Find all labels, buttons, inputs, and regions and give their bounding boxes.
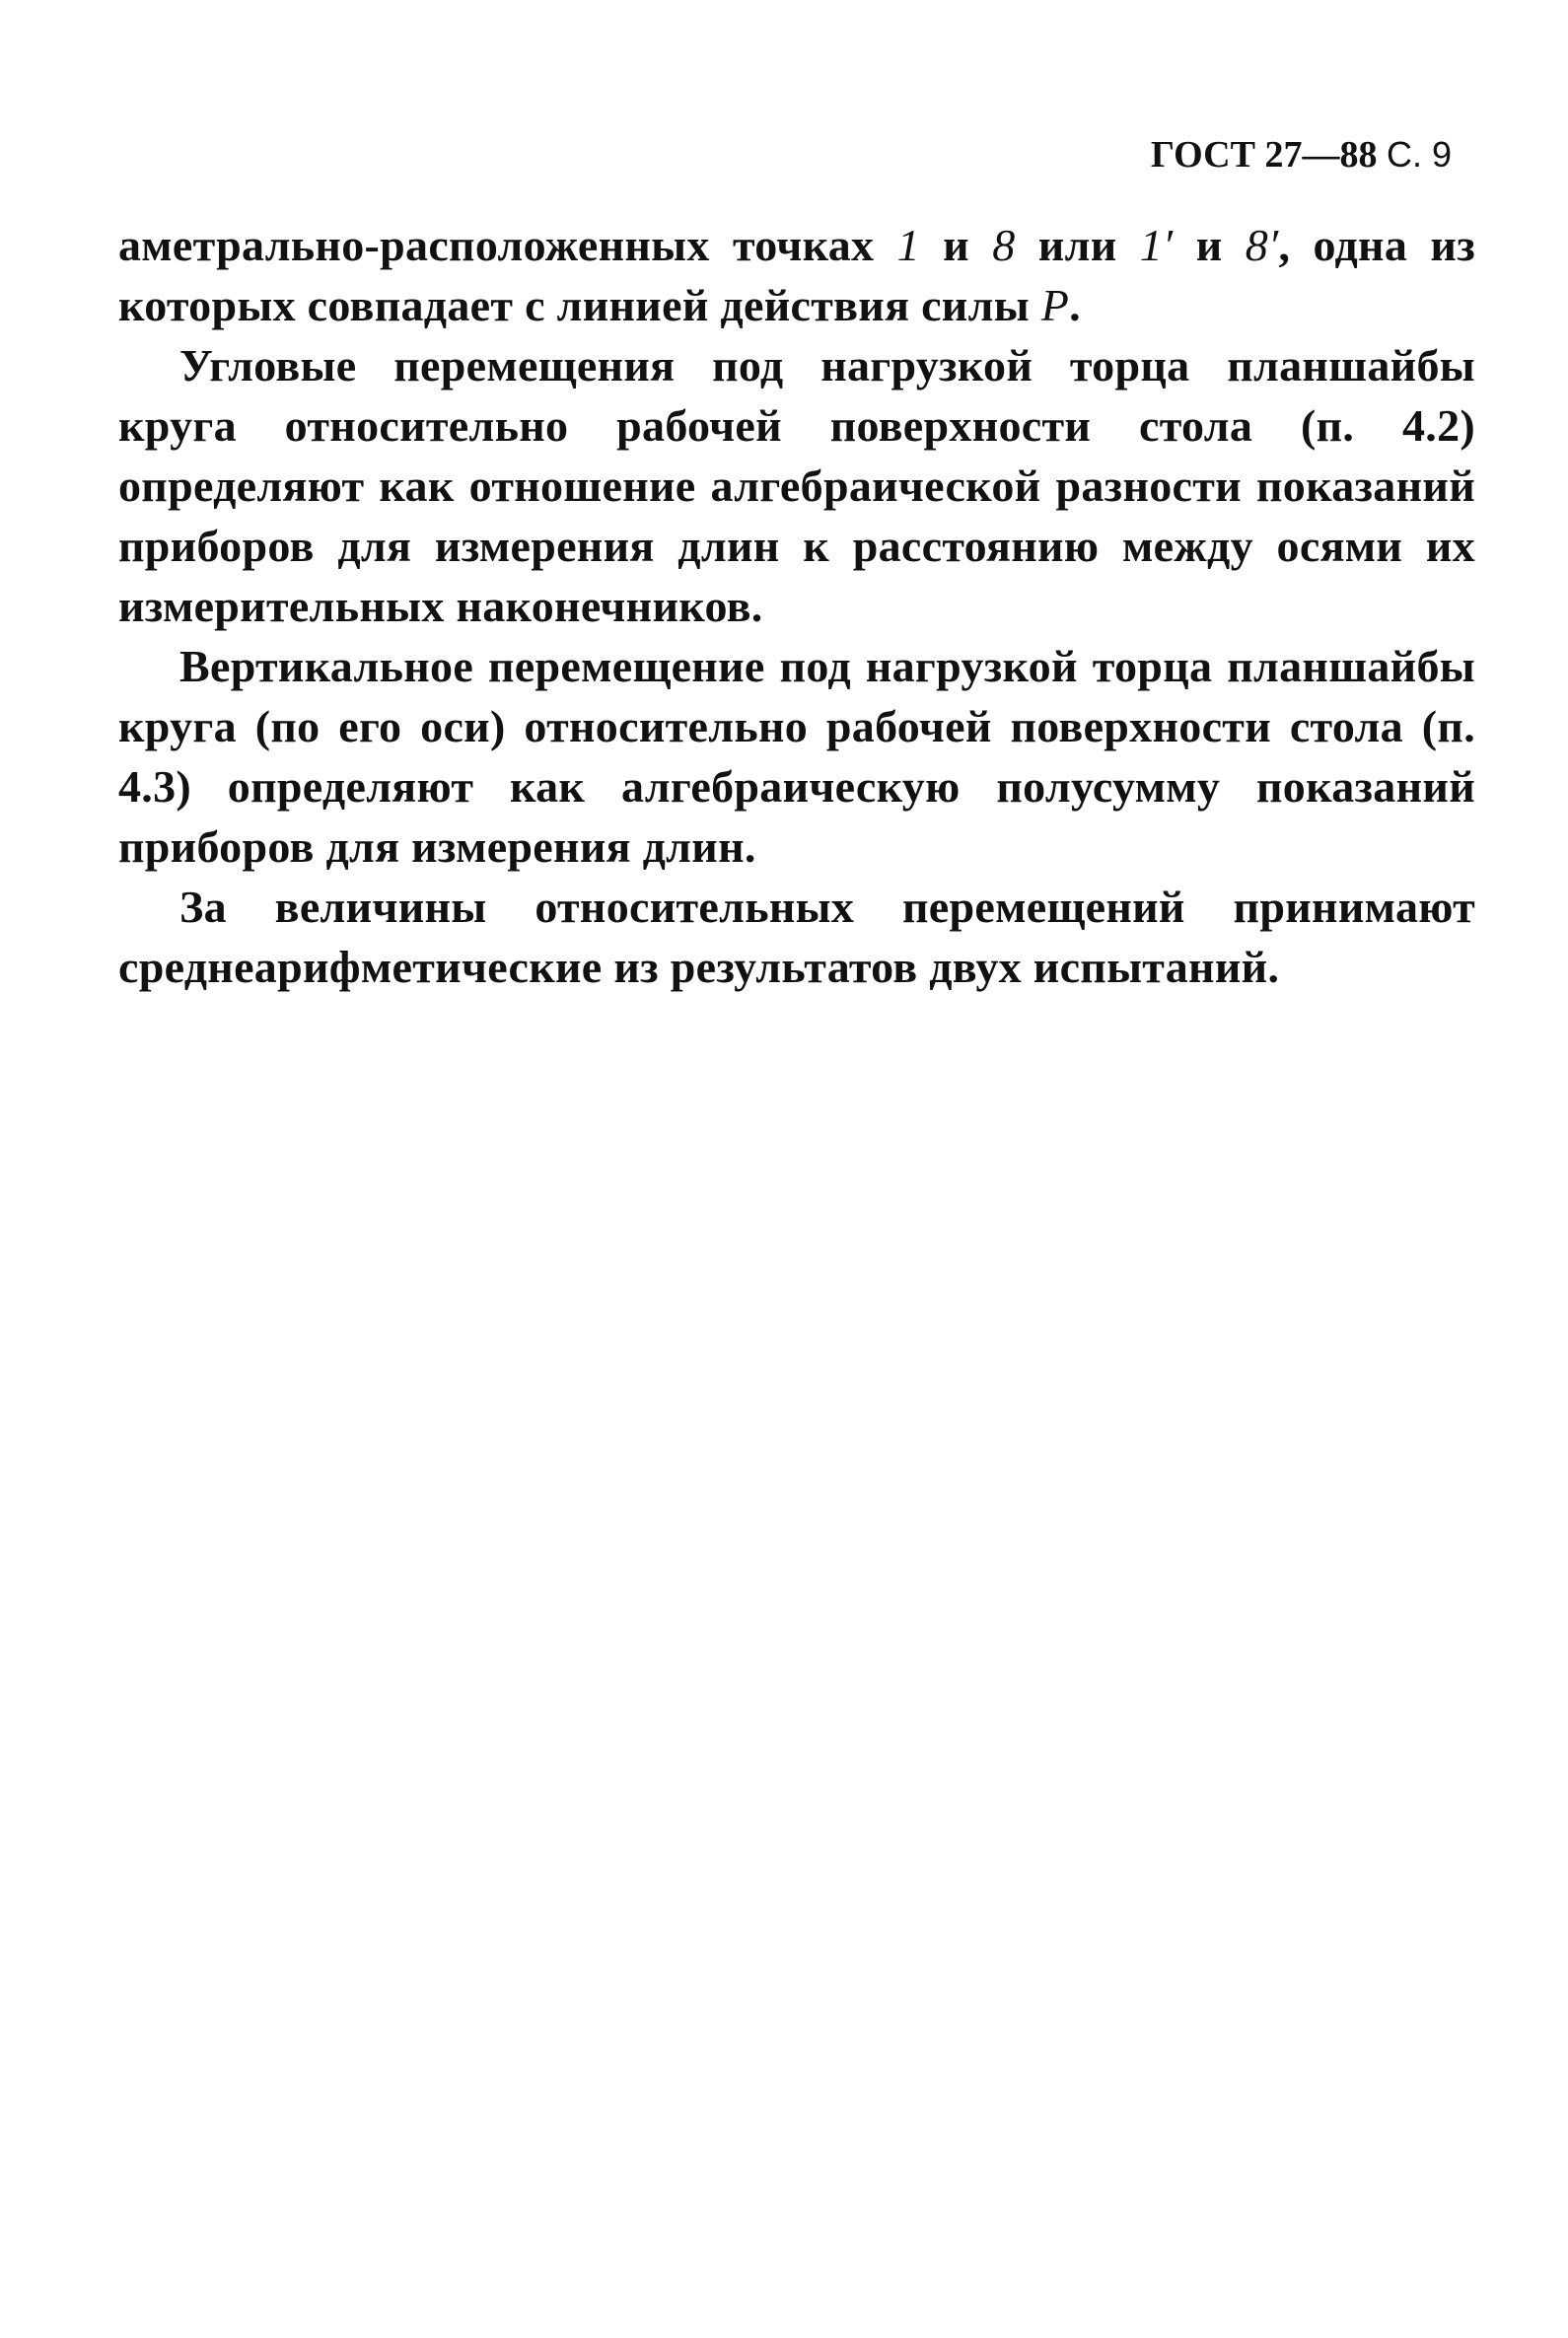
- point-label: 1: [896, 220, 920, 270]
- force-symbol: P: [1040, 280, 1070, 330]
- paragraph-continuation: [118, 215, 1475, 335]
- point-label: 8′: [1245, 220, 1279, 270]
- running-header: [1151, 136, 1452, 174]
- text-run: или: [1015, 220, 1140, 270]
- page-number: С. 9: [1386, 134, 1452, 175]
- standard-code: ГОСТ 27—88: [1150, 134, 1378, 176]
- paragraph-vertical-displacement: Вертикальное перемещение под нагрузкой торца планшайбы круга (по его оси) относительно рабочей поверхности стола (п. 4.3) определяют как алгебраическую полусумму показаний приборов для измерения длин.: [118, 641, 1475, 872]
- text-run: и: [1173, 220, 1246, 270]
- text-run: и: [919, 220, 993, 270]
- text-run: .: [1069, 280, 1081, 330]
- text-run: аметрально-расположенных точках: [118, 220, 897, 270]
- point-label: 8: [992, 220, 1016, 270]
- point-label: 1′: [1139, 220, 1174, 270]
- text-run: , одна из которых совпадает с линией действия силы: [118, 220, 1475, 330]
- paragraph-averaging: За величины относительных перемещений принимают среднеарифметические из результатов двух испытаний.: [118, 882, 1475, 992]
- body-text: [118, 215, 1475, 997]
- paragraph-angular-displacement: Угловые перемещения под нагрузкой торца планшайбы круга относительно рабочей поверхности стола (п. 4.2) определяют как отношение алгебраической разности показаний приборов для измерения длин к расстоянию между осями их измерительных наконечников.: [118, 340, 1475, 631]
